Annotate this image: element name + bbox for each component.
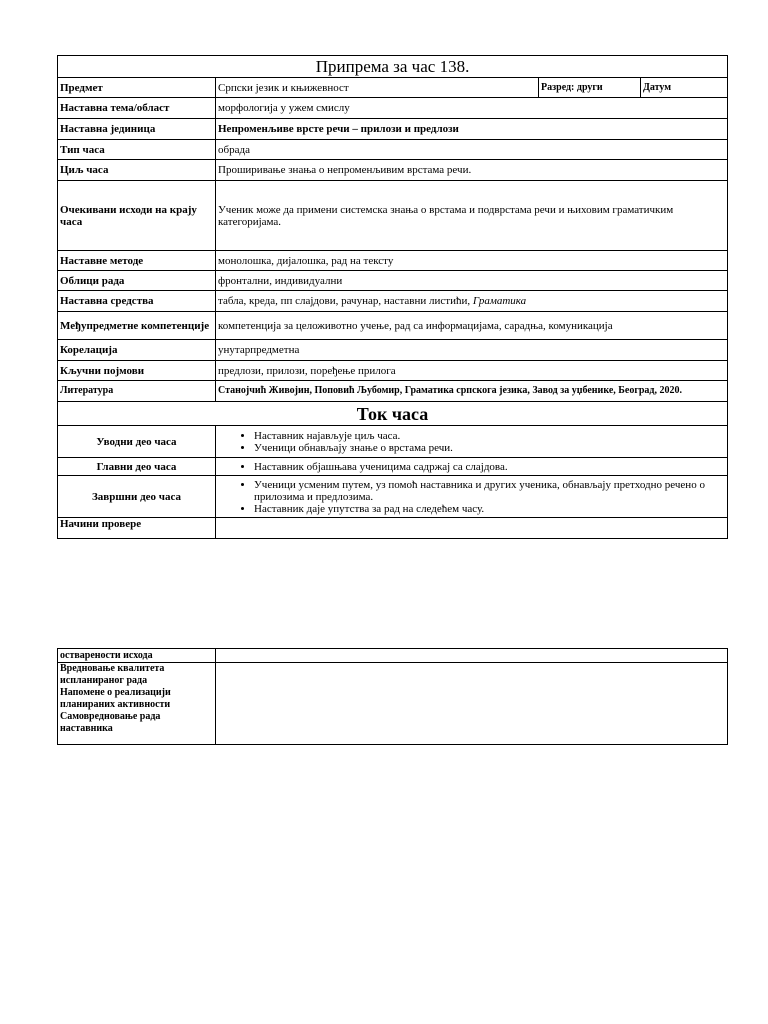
flow-content (216, 458, 728, 476)
eval-label: Самовредновање рада наставника (60, 711, 161, 734)
page-title: Припрема за час 138. (58, 56, 728, 78)
outcomes-value (216, 649, 728, 663)
subject-value: Српски језик и књижевност (216, 78, 539, 98)
list-item: • Наставник најављује циљ часа. (254, 430, 725, 442)
outcomes-label: остварености исхода (58, 649, 216, 663)
subject-label: Предмет (58, 78, 216, 98)
row-value: фронтални, индивидуални (216, 271, 728, 291)
teaching-aids-book: Граматика (472, 295, 527, 307)
flow-label: Завршни део часа (58, 476, 216, 518)
row-value (216, 291, 728, 312)
section-title: Ток часа (58, 402, 728, 426)
flow-content (216, 476, 728, 518)
row-value: унутарпредметна (216, 340, 728, 361)
evaluation-table (57, 648, 728, 745)
evaluation-value (216, 663, 728, 745)
list-item: • Наставник даје упутства за рад на следећем часу. (254, 503, 725, 515)
row-value: обрада (216, 140, 728, 160)
flow-content (216, 426, 728, 458)
row-label: Корелација (58, 340, 216, 361)
flow-label: Уводни део часа (58, 426, 216, 458)
teaching-aids-text: табла, креда, пп слајдови, рачунар, наставни листићи, (218, 295, 471, 307)
list-item: • Ученици обнављају знање о врстама речи. (254, 442, 725, 454)
row-label: Наставна тема/област (58, 98, 216, 119)
row-label: Литература (58, 381, 216, 402)
list-item: • Ученици усменим путем, уз помоћ наставника и других ученика, обнављају претходно речено о прилозима и предлозима. (254, 479, 725, 503)
row-value: компетенција за целоживотно учење, рад са информацијама, сарадња, комуникација (216, 312, 728, 340)
row-label: Тип часа (58, 140, 216, 160)
row-value: монолошка, дијалошка, рад на тексту (216, 251, 728, 271)
row-label: Кључни појмови (58, 361, 216, 381)
list-item: • Наставник објашњава ученицима садржај са слајдова. (254, 461, 725, 473)
row-label: Облици рада (58, 271, 216, 291)
lesson-plan-table (57, 55, 728, 539)
row-label: Наставна јединица (58, 119, 216, 140)
eval-label: Вредновање квалитета испланираног рада (60, 663, 165, 686)
row-label: Циљ часа (58, 160, 216, 181)
row-label: Наставне методе (58, 251, 216, 271)
evaluation-labels (58, 663, 216, 745)
check-label: Начини провере (58, 518, 216, 539)
row-value: Непроменљиве врсте речи – прилози и предлози (216, 119, 728, 140)
row-label: Наставна средства (58, 291, 216, 312)
row-value: морфологија у ужем смислу (216, 98, 728, 119)
row-value: предлози, прилози, поређење прилога (216, 361, 728, 381)
row-value: Ученик може да примени системска знања о врстама и подврстама речи и њиховим граматичким категоријама. (216, 181, 728, 251)
grade-cell: Разред: други (539, 78, 641, 98)
row-label: Очекивани исходи на крају часа (58, 181, 216, 251)
eval-label: Напомене о реализацији планираних активности (60, 687, 171, 710)
row-value: Станојчић Живојин, Поповић Љубомир, Граматика српскога језика, Завод за уџбенике, Београд, 2020. (216, 381, 728, 402)
row-label: Међупредметне компетенције (58, 312, 216, 340)
check-value (216, 518, 728, 539)
flow-label: Главни део часа (58, 458, 216, 476)
row-value: Проширивање знања о непроменљивим врстама речи. (216, 160, 728, 181)
date-label: Датум (641, 78, 728, 98)
